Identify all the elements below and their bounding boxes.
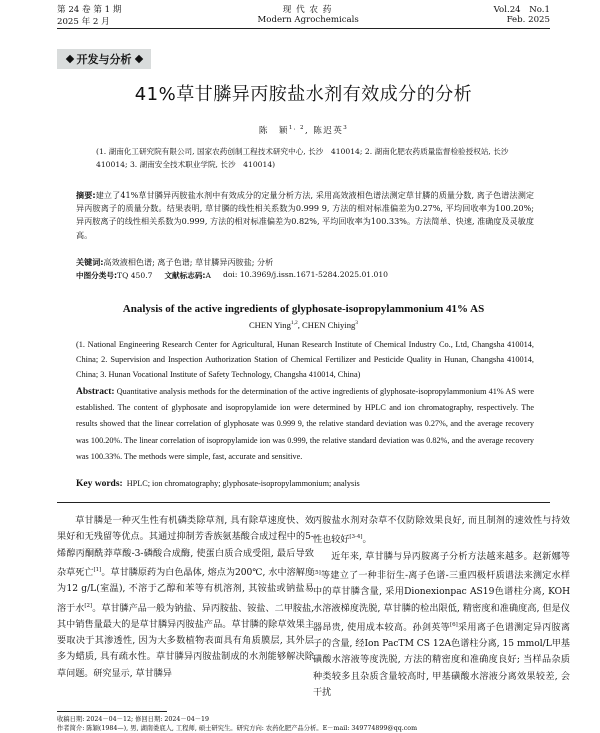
abstract-en-label: Abstract: [76, 387, 115, 397]
doc-code: 文献标志码:A [164, 271, 211, 280]
authors-en [57, 320, 550, 330]
citation: [3-4] [349, 534, 363, 541]
keywords-cn [76, 257, 534, 268]
body-paragraph: 近年来, 草甘膦与异丙胺离子分析方法越来越多。赵新娜等[5]等建立了一种非衍生-离子色谱-三重四极杆质谱法来测定水样中的草甘膦含量, 采用Dionexionpac AS19色谱柱分离, KOH水溶液梯度洗脱, 草甘膦的检出限低, 精密度和准确度高, 但是仪器昂贵, 使用成本较高。孙剑英等[6]采用离子色谱测定异丙胺离子的含量, 经Ion PacTM CS 12A色谱柱分离, 15 mmol/L甲基磺酸水溶液等度洗脱, 方法的精密度和准确度良好; 当样品杂质种类较多且杂质含量较高时, 甲基磺酸水溶液分离效果较差, 会干扰 [313, 551, 570, 699]
abstract-cn-label: 摘要: [76, 190, 96, 200]
keywords-cn-text: 高效液相色谱; 离子色谱; 草甘膦异丙胺盐; 分析 [103, 257, 274, 267]
abstract-cn-text: 建立了41%草甘膦异丙胺盐水剂中有效成分的定量分析方法, 采用高效液相色谱法测定草甘膦的质量分数, 离子色谱法测定异丙胺离子的质量分数。结果表明, 草甘膦的线性相关系数为0.999 9, 方法的相对标准偏差为0.27%, 平均回收率为100.20%; 异丙胺离子的线性相关系数为0.999, 方法的相对标准偏差为0.82%, 平均回收率为100.33%。方法简单、快速, 准确度及灵敏度高。 [76, 190, 534, 240]
author-separator: , [297, 320, 303, 330]
body-column-left [57, 513, 314, 709]
footnote-author: 作者简介: 陈颖(1984—), 男, 湖南娄底人, 工程师, 硕士研究生。研究方向: 农药化肥产品分析。E－mail: 349774899@qq.com [57, 725, 418, 732]
header-date-en: Feb. 2025 [506, 15, 550, 25]
keywords-en-label: Key words: [76, 479, 123, 489]
header-rule [57, 28, 550, 29]
citation: [1] [93, 566, 102, 573]
header-volume-cn: 第 24 卷 第 1 期 [57, 5, 122, 15]
body-paragraph: 丙胺盐水剂对杂草不仅防除效果良好, 而且制剂的速效性与持效性也较好[3-4]。 [313, 516, 570, 546]
abstract-rule [57, 502, 550, 503]
running-header-top [57, 3, 550, 15]
keywords-en-text: HPLC; ion chromatography; glyphosate-isopropylammonium; analysis [126, 479, 360, 488]
citation: [2] [84, 602, 93, 609]
doi: doi: 10.3969/j.issn.1671-5284.2025.01.010 [222, 270, 389, 279]
affiliation-en: (1. National Engineering Research Center for Agricultural, Hunan Research Institute of Chemical Industry Co., Ltd, Changsha 410014, China; 2. Supervision and Inspection Authorization Station of Chemical Fertilizer and Pesticide Quality in Hunan, Changsha 410014, China; 3. Hunan Vocational Institute of Safety Technology, Changsha 410014, China) [76, 340, 534, 379]
authors-cn: 陈 颖$^{1, 2}$, 陈迟英$^3$ [258, 125, 349, 136]
section-tag [57, 49, 151, 69]
affiliation-cn: (1. 湖南化工研究院有限公司, 国家农药创制工程技术研究中心, 长沙 410014; 2. 湖南化肥农药质量监督检验授权站, 长沙 410014; 3. 湖南安全技术职业学院, 长沙 410014) [96, 147, 517, 169]
clc-code: 中图分类号:TQ 450.7 [76, 271, 153, 280]
keywords-en [76, 479, 534, 489]
author-2-sup: 3 [343, 125, 349, 132]
abstract-cn [76, 189, 534, 242]
footnote-rule [57, 711, 167, 712]
author-1-en: CHEN Ying [248, 320, 291, 330]
diamond-icon [65, 55, 73, 63]
author-1-en-sup: 1,2 [290, 320, 298, 327]
header-journal-en: Modern Agrochemicals [257, 15, 359, 25]
running-header-bottom [57, 15, 550, 27]
citation: [5] [313, 569, 321, 576]
header-journal-cn: 现 代 农 药 [282, 5, 333, 15]
header-date-cn: 2025 年 2 月 [57, 17, 110, 27]
article-title-en: Analysis of the active ingredients of glyphosate-isopropylammonium 41% AS [122, 303, 485, 315]
body-paragraph: 草甘膦是一种灭生性有机磷类除草剂, 具有除草速度快、效果好和无残留等优点。其通过抑制芳香族氨基酸合成过程中的5-烯醇丙酮酰莽草酸-3-磷酸合成酶, 使蛋白质合成受阻, 最后导致杂草死亡[1]。草甘膦原药为白色晶体, 熔点为200℃, 水中溶解度为12 g/L(室温), 不溶于乙醇和苯等有机溶剂, 其铵盐或钠盐易溶于水[2]。草甘膦产品一般为钠盐、异丙胺盐、铵盐、二甲胺盐, 其中销售量最大的是草甘膦异丙胺盐产品。草甘膦的除草效果主要取决于其渗透性, 因为大多数植物表面具有角质膜层, 其外层多为蜡质, 具有疏水性。草甘膦异丙胺盐制成的水剂能够解决除草问题。研究显示, 草甘膦异 [57, 516, 314, 679]
author-1-sup: 1, 2 [288, 125, 305, 132]
diamond-icon [134, 55, 142, 63]
abstract-en-text: Quantitative analysis methods for the determination of the active ingredients of glyphosate-isopropylammonium 41% AS were established. The content of glyphosate and isopropylamide ion were determined by HPLC and ion chromatography, respectively. The results showed that the linear correlation of glyphosate was 0.999 9, the relative standard deviation was 0.27%, and the average recovery was 100.20%. The linear correlation of isopropylamide ion was 0.999, the relative standard deviation was 0.82%, and the average recovery was 100.33%. The methods were simple, fast, accurate and sensitive. [76, 387, 534, 461]
header-volume-en: Vol.24 No.1 [493, 5, 550, 15]
body-column-right [313, 513, 570, 709]
author-2-cn: 陈迟英 [313, 126, 344, 136]
section-tag-label: 开发与分析 [76, 53, 132, 66]
citation: [6] [449, 621, 458, 628]
footnote-received: 收稿日期: 2024－04－12; 修回日期: 2024－04－19 [57, 716, 210, 723]
author-1-cn: 陈 颖 [258, 126, 289, 136]
author-2-en: CHEN Chiying [302, 320, 356, 330]
article-title-cn: 41%草甘膦异丙胺盐水剂有效成分的分析 [134, 84, 473, 105]
author-2-en-sup: 3 [355, 320, 359, 327]
classification-cn [76, 270, 534, 281]
abstract-en [76, 384, 534, 465]
keywords-cn-label: 关键词: [76, 257, 104, 267]
